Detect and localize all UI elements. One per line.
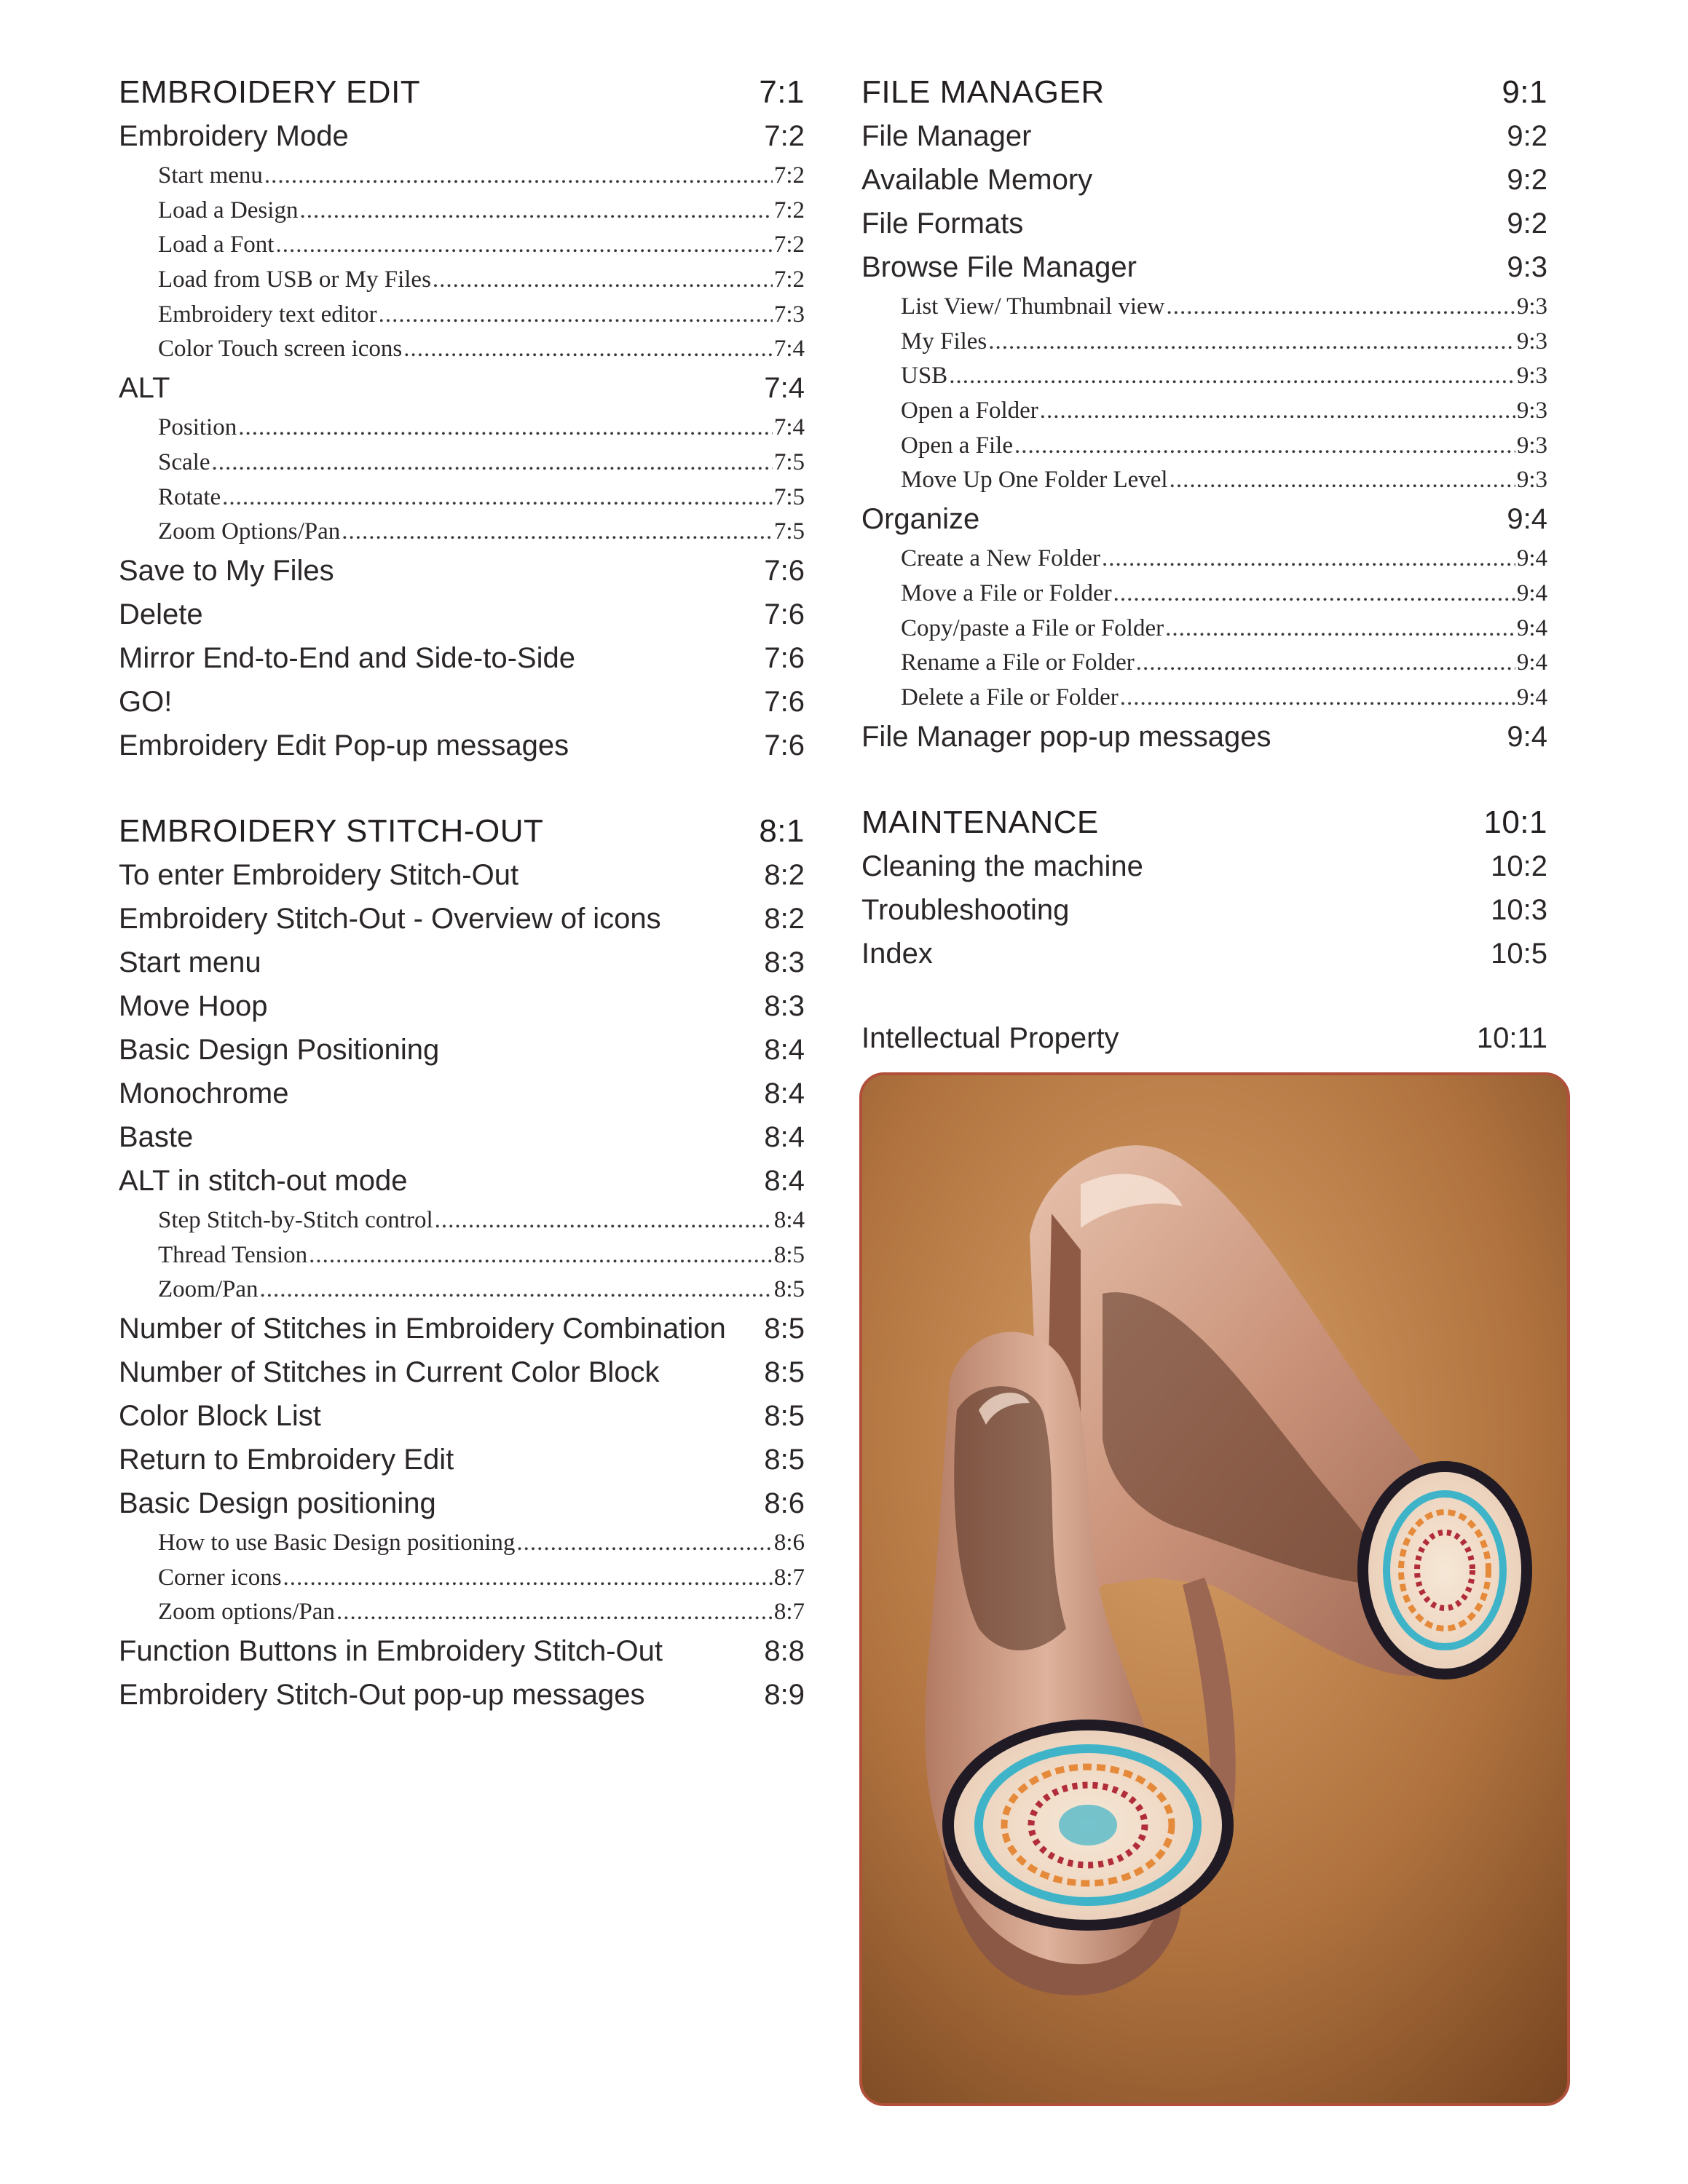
dot-leader	[1167, 290, 1515, 325]
entry-page-number: 8:9	[764, 1679, 805, 1711]
subentry-title: Corner icons	[158, 1564, 282, 1591]
entry-title: Available Memory	[861, 164, 1093, 196]
toc-section-embroidery-stitch-out	[119, 810, 805, 1717]
toc-subentry-open-a-folder	[861, 394, 1547, 429]
section-heading	[861, 802, 1547, 845]
toc-entry-go	[119, 681, 805, 724]
entry-page-number: 7:6	[764, 554, 805, 587]
dot-leader	[1165, 612, 1515, 646]
toc-entry-number-of-stitches-in-embroidery-combination	[119, 1307, 805, 1351]
subentry-title: Color Touch screen icons	[158, 336, 403, 363]
dot-leader	[264, 159, 773, 194]
toc-entry-available-memory	[861, 159, 1547, 202]
subentry-page-number: 7:5	[773, 448, 805, 475]
subentry-page-number: 7:2	[773, 162, 805, 189]
entry-page-number: 8:3	[764, 989, 805, 1022]
entry-title: Number of Stitches in Embroidery Combination	[119, 1312, 726, 1345]
subentry-title: Move a File or Folder	[901, 579, 1112, 606]
subentry-title: Scale	[158, 448, 210, 475]
toc-subentry-zoom-options-pan	[119, 1595, 805, 1630]
subentry-title: My Files	[901, 328, 987, 355]
toc-entry-embroidery-edit-pop-up-messages	[119, 724, 805, 768]
dot-leader	[435, 1203, 773, 1238]
toc-entry-delete	[119, 593, 805, 637]
toc-subentry-corner-icons	[119, 1561, 805, 1596]
entry-title: EMBROIDERY EDIT	[119, 74, 421, 110]
entry-title: Intellectual Property	[861, 1021, 1119, 1054]
toc-entry-embroidery-mode	[119, 115, 805, 159]
dot-leader	[309, 1238, 773, 1273]
entry-page-number: 7:6	[764, 641, 805, 674]
toc-subentry-load-a-font	[119, 228, 805, 263]
entry-title: Move Hoop	[119, 989, 268, 1022]
dot-leader	[1120, 681, 1515, 716]
subentry-page-number: 9:3	[1516, 432, 1547, 459]
toc-entry-organize	[861, 498, 1547, 542]
entry-page-number: 10:11	[1476, 1021, 1547, 1054]
entry-page-number: 8:5	[764, 1356, 805, 1388]
toc-subentry-open-a-file	[861, 429, 1547, 464]
subentry-page-number: 8:5	[773, 1276, 805, 1303]
entry-page-number: 7:6	[764, 598, 805, 630]
subentry-page-number: 8:4	[773, 1206, 805, 1233]
entry-title: Basic Design Positioning	[119, 1033, 440, 1066]
subentry-title: Open a Folder	[901, 397, 1038, 424]
subentry-title: Create a New Folder	[901, 545, 1100, 572]
entry-title: MAINTENANCE	[861, 804, 1099, 840]
entry-title: Start menu	[119, 946, 261, 978]
subentry-title: Embroidery text editor	[158, 301, 377, 328]
subentry-title: Load from USB or My Files	[158, 266, 431, 293]
toc-subentry-start-menu	[119, 159, 805, 194]
entry-page-number: 8:2	[764, 858, 805, 891]
entry-title: Cleaning the machine	[861, 850, 1143, 882]
toc-entry-return-to-embroidery-edit	[119, 1439, 805, 1482]
entry-page-number: 9:4	[1507, 720, 1547, 753]
subentry-title: Load a Font	[158, 232, 275, 258]
entry-page-number: 8:4	[764, 1164, 805, 1197]
toc-right-column	[861, 71, 1547, 1061]
toc-entry-function-buttons-in-embroidery-stitch-out	[119, 1630, 805, 1674]
toc-entry-start-menu	[119, 941, 805, 985]
subentry-title: Move Up One Folder Level	[901, 467, 1168, 494]
entry-page-number: 9:1	[1502, 74, 1547, 110]
subentry-title: Copy/paste a File or Folder	[901, 614, 1164, 641]
section-heading	[119, 810, 805, 854]
toc-subentry-list-view-thumbnail-view	[861, 290, 1547, 325]
subentry-page-number: 7:5	[773, 518, 805, 545]
toc-subentry-usb	[861, 359, 1547, 394]
entry-page-number: 10:2	[1491, 850, 1547, 882]
entry-title: EMBROIDERY STITCH-OUT	[119, 812, 544, 849]
dot-leader	[260, 1273, 773, 1307]
entry-title: Delete	[119, 598, 203, 630]
toc-entry-browse-file-manager	[861, 246, 1547, 290]
entry-title: Baste	[119, 1120, 194, 1153]
entry-title: Color Block List	[119, 1399, 321, 1432]
section-heading	[861, 71, 1547, 115]
subentry-page-number: 7:5	[773, 483, 805, 510]
toc-entry-number-of-stitches-in-current-color-block	[119, 1351, 805, 1395]
entry-page-number: 10:1	[1483, 804, 1547, 840]
subentry-page-number: 9:3	[1516, 363, 1547, 389]
entry-page-number: 8:4	[764, 1077, 805, 1109]
entry-title: GO!	[119, 685, 173, 718]
toc-subentry-scale	[119, 446, 805, 480]
subentry-page-number: 7:2	[773, 197, 805, 223]
subentry-title: Zoom options/Pan	[158, 1599, 335, 1626]
subentry-page-number: 8:7	[773, 1599, 805, 1626]
toc-entry-basic-design-positioning	[119, 1029, 805, 1072]
toc-subentry-create-a-new-folder	[861, 542, 1547, 577]
subentry-page-number: 9:3	[1516, 293, 1547, 320]
toc-subentry-move-up-one-folder-level	[861, 463, 1547, 498]
dot-leader	[238, 411, 773, 446]
toc-subentry-embroidery-text-editor	[119, 298, 805, 333]
entry-title: Monochrome	[119, 1077, 289, 1109]
subentry-title: How to use Basic Design positioning	[158, 1529, 516, 1556]
entry-title: Function Buttons in Embroidery Stitch-Out	[119, 1635, 663, 1667]
toc-entry-alt	[119, 367, 805, 411]
entry-page-number: 8:8	[764, 1635, 805, 1667]
subentry-title: USB	[901, 363, 948, 389]
entry-page-number: 8:6	[764, 1487, 805, 1519]
subentry-title: Rotate	[158, 483, 221, 510]
subentry-page-number: 9:4	[1516, 545, 1547, 572]
entry-page-number: 8:3	[764, 946, 805, 978]
toc-entry-intellectual-property	[861, 1017, 1547, 1061]
toc-entry-save-to-my-files	[119, 550, 805, 593]
subentry-page-number: 9:4	[1516, 649, 1547, 676]
toc-entry-baste	[119, 1116, 805, 1160]
dot-leader	[299, 194, 772, 229]
shoes-photo	[859, 1072, 1570, 2106]
entry-title: Organize	[861, 503, 980, 536]
subentry-page-number: 8:7	[773, 1564, 805, 1591]
dot-leader	[211, 446, 772, 480]
entry-title: Index	[861, 937, 933, 970]
entry-page-number: 8:4	[764, 1033, 805, 1066]
dot-leader	[516, 1526, 772, 1561]
toc-entry-troubleshooting	[861, 889, 1547, 933]
section-heading	[119, 71, 805, 115]
subentry-title: Zoom Options/Pan	[158, 518, 341, 545]
toc-entry-mirror-end-to-end-and-side-to-side	[119, 637, 805, 681]
toc-subentry-step-stitch-by-stitch-control	[119, 1203, 805, 1238]
subentry-page-number: 7:2	[773, 266, 805, 293]
subentry-page-number: 9:4	[1516, 579, 1547, 606]
entry-title: Embroidery Stitch-Out pop-up messages	[119, 1679, 645, 1711]
toc-subentry-move-a-file-or-folder	[861, 577, 1547, 612]
dot-leader	[949, 359, 1515, 394]
dot-leader	[342, 515, 773, 550]
toc-entry-embroidery-stitch-out-pop-up-messages	[119, 1674, 805, 1717]
dot-leader	[222, 480, 773, 515]
entry-title: Embroidery Stitch-Out - Overview of icons	[119, 902, 661, 935]
toc-subentry-load-a-design	[119, 194, 805, 229]
subentry-title: List View/ Thumbnail view	[901, 293, 1165, 320]
toc-entry-color-block-list	[119, 1395, 805, 1439]
toc-subentry-delete-a-file-or-folder	[861, 681, 1547, 716]
entry-title: Mirror End-to-End and Side-to-Side	[119, 641, 575, 674]
entry-page-number: 7:2	[764, 120, 805, 152]
entry-page-number: 8:5	[764, 1312, 805, 1345]
subentry-page-number: 8:6	[773, 1529, 805, 1556]
toc-entry-move-hoop	[119, 985, 805, 1029]
toc-entry-cleaning-the-machine	[861, 845, 1547, 889]
subentry-page-number: 8:5	[773, 1241, 805, 1268]
subentry-title: Load a Design	[158, 197, 299, 223]
toc-subentry-position	[119, 411, 805, 446]
subentry-title: Thread Tension	[158, 1241, 308, 1268]
entry-page-number: 7:6	[764, 685, 805, 718]
entry-title: Troubleshooting	[861, 893, 1070, 926]
entry-page-number: 10:3	[1491, 893, 1547, 926]
subentry-title: Open a File	[901, 432, 1013, 459]
entry-page-number: 7:6	[764, 729, 805, 761]
subentry-page-number: 9:3	[1516, 467, 1547, 494]
entry-page-number: 9:2	[1507, 120, 1547, 152]
subentry-page-number: 9:4	[1516, 614, 1547, 641]
entry-title: Browse File Manager	[861, 251, 1137, 283]
toc-entry-to-enter-embroidery-stitch-out	[119, 854, 805, 898]
entry-page-number: 10:5	[1491, 937, 1547, 970]
subentry-title: Delete a File or Folder	[901, 684, 1119, 711]
toc-entry-alt-in-stitch-out-mode	[119, 1160, 805, 1203]
toc-section-embroidery-edit	[119, 71, 805, 768]
toc-section-file-manager	[861, 71, 1547, 759]
subentry-title: Rename a File or Folder	[901, 649, 1135, 676]
subentry-title: Zoom/Pan	[158, 1276, 259, 1303]
dot-leader	[275, 228, 772, 263]
subentry-title: Position	[158, 414, 237, 441]
subentry-page-number: 9:3	[1516, 397, 1547, 424]
entry-page-number: 9:2	[1507, 164, 1547, 196]
entry-title: Embroidery Mode	[119, 120, 349, 152]
entry-title: FILE MANAGER	[861, 74, 1105, 110]
entry-page-number: 9:4	[1507, 503, 1547, 536]
toc-entry-file-manager	[861, 115, 1547, 159]
dot-leader	[336, 1595, 773, 1630]
toc-subentry-zoom-options-pan	[119, 515, 805, 550]
entry-page-number: 9:2	[1507, 207, 1547, 240]
dot-leader	[379, 298, 773, 333]
toc-subentry-how-to-use-basic-design-positioning	[119, 1526, 805, 1561]
dot-leader	[988, 325, 1515, 360]
dot-leader	[1170, 463, 1515, 498]
embroidered-shoes-image	[862, 1075, 1567, 2103]
entry-title: ALT in stitch-out mode	[119, 1164, 408, 1197]
dot-leader	[1014, 429, 1515, 464]
dot-leader	[403, 332, 773, 367]
subentry-page-number: 9:3	[1516, 328, 1547, 355]
toc-entry-index	[861, 933, 1547, 976]
toc-left-column	[119, 71, 805, 1760]
entry-title: Return to Embroidery Edit	[119, 1443, 454, 1476]
entry-page-number: 7:1	[759, 74, 805, 110]
dot-leader	[1113, 577, 1515, 612]
toc-subentry-color-touch-screen-icons	[119, 332, 805, 367]
toc-subentry-rotate	[119, 480, 805, 515]
entry-page-number: 7:4	[764, 372, 805, 405]
dot-leader	[1040, 394, 1515, 429]
entry-title: Basic Design positioning	[119, 1487, 436, 1519]
subentry-title: Step Stitch-by-Stitch control	[158, 1206, 433, 1233]
dot-leader	[283, 1561, 773, 1596]
toc-subentry-load-from-usb-or-my-files	[119, 263, 805, 298]
subentry-page-number: 9:4	[1516, 684, 1547, 711]
toc-subentry-thread-tension	[119, 1238, 805, 1273]
toc-entry-file-formats	[861, 202, 1547, 246]
entry-title: ALT	[119, 372, 170, 405]
entry-title: File Formats	[861, 207, 1024, 240]
entry-title: Number of Stitches in Current Color Block	[119, 1356, 660, 1388]
entry-title: Save to My Files	[119, 554, 334, 587]
toc-entry-file-manager-pop-up-messages	[861, 716, 1547, 759]
entry-title: File Manager	[861, 120, 1032, 152]
entry-page-number: 8:1	[759, 812, 805, 849]
subentry-page-number: 7:2	[773, 232, 805, 258]
subentry-page-number: 7:3	[773, 301, 805, 328]
entry-title: Embroidery Edit Pop-up messages	[119, 729, 569, 761]
entry-title: File Manager pop-up messages	[861, 720, 1271, 753]
subentry-page-number: 7:4	[773, 336, 805, 363]
dot-leader	[1102, 542, 1515, 577]
toc-entry-basic-design-positioning	[119, 1482, 805, 1526]
entry-page-number: 9:3	[1507, 251, 1547, 283]
entry-page-number: 8:4	[764, 1120, 805, 1153]
toc-subentry-copy-paste-a-file-or-folder	[861, 612, 1547, 646]
entry-page-number: 8:5	[764, 1399, 805, 1432]
toc-section-maintenance	[861, 802, 1547, 976]
toc-entry-embroidery-stitch-out-overview-of-icons	[119, 898, 805, 941]
entry-title: To enter Embroidery Stitch-Out	[119, 858, 519, 891]
entry-page-number: 8:5	[764, 1443, 805, 1476]
toc-subentry-rename-a-file-or-folder	[861, 646, 1547, 681]
subentry-title: Start menu	[158, 162, 263, 189]
entry-page-number: 8:2	[764, 902, 805, 935]
dot-leader	[433, 263, 773, 298]
toc-subentry-my-files	[861, 325, 1547, 360]
toc-subentry-zoom-pan	[119, 1273, 805, 1307]
toc-entry-monochrome	[119, 1072, 805, 1116]
subentry-page-number: 7:4	[773, 414, 805, 441]
dot-leader	[1136, 646, 1515, 681]
